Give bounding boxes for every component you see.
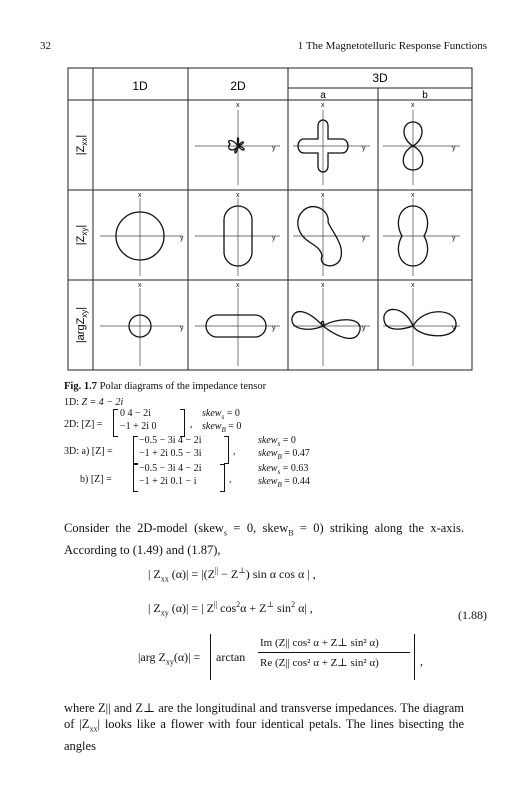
eq-2d-row2: −1 + 2i 0 (120, 421, 157, 432)
curve-3da-argzxy (292, 312, 360, 339)
svg-text:|Zxx|: $|Z_{xx}|$ (75, 134, 89, 156)
eq-3da-skewb: skew$_B$ = 0.47 (258, 448, 310, 461)
row-label-zxy (75, 225, 89, 245)
svg-text:|argZxy|: |argZ$_{xy}$| (75, 306, 89, 344)
equation-zxy: | $Z_{xy}$ (α)| = | Z|| $\cos^2\alpha + Z^\perp$ $\sin^2 \alpha|$ , (148, 600, 313, 618)
row-label-zxx (75, 135, 89, 155)
body-paragraph-1: Consider the 2D-model (skew$_s$ = 0, skew$_B$ = 0) striking along the x-axis. According to (1.49) and (1.87), (64, 521, 464, 557)
polar-diagram-figure (0, 0, 527, 380)
chapter-title: 1 The Magnetotelluric Response Functions (297, 40, 487, 52)
body-paragraph-2: where Z|| and Z⊥ are the longitudinal and transverse impedances. The diagram of $|Z_{xx}|$ looks like a flower with four identical petals. The lines bisecting the angles (64, 701, 464, 753)
svg-text:x: x (236, 102, 240, 109)
curve-3db-argzxy (384, 309, 456, 335)
equation-denominator: Re (Z|| cos² α + Z⊥ sin² α) (260, 657, 379, 669)
svg-text:y: y (180, 235, 184, 242)
svg-text:y: y (362, 145, 366, 152)
svg-text:x: x (321, 102, 325, 109)
svg-text:y: y (452, 235, 456, 242)
equation-number: (1.88) (458, 608, 487, 622)
curve-2d-zxx (229, 138, 244, 153)
figure-label: Fig. 1.7 (64, 381, 97, 392)
eq-2d-row1: 0 4 − 2i (120, 408, 151, 419)
col-header-2d: 2D (230, 79, 246, 93)
svg-text:y: y (362, 325, 366, 332)
svg-text:x: x (236, 192, 240, 199)
polar-curves (116, 120, 456, 338)
axis-labels (138, 102, 456, 332)
svg-text:y: y (452, 145, 456, 152)
eq-3da-row1: −0.5 − 3i 4 − 2i (139, 435, 202, 446)
svg-text:y: y (180, 325, 184, 332)
eq-2d-skews: skew$_s$ = 0 (202, 408, 240, 421)
col-header-3d: 3D (372, 71, 388, 85)
subcol-header-b: b (422, 90, 428, 101)
svg-text:x: x (321, 282, 325, 289)
svg-text:y: y (362, 235, 366, 242)
equation-zxx: | $Z_{xx}$ (α)| = |(Z|| − Z⊥) sin α cos α | , (148, 566, 316, 584)
svg-text:x: x (138, 282, 142, 289)
svg-text:y: y (272, 145, 276, 152)
svg-text:x: x (411, 282, 415, 289)
eq-3db-skewb: skew$_B$ = 0.44 (258, 476, 310, 489)
svg-text:x: x (321, 192, 325, 199)
svg-text:y: y (272, 235, 276, 242)
equation-numerator: Im (Z|| cos² α + Z⊥ sin² α) (260, 637, 379, 649)
eq-3db-row2: −1 + 2i 0.1 − i (139, 476, 197, 487)
equation-arctan: arctan (216, 650, 246, 664)
eq-2d-label: 2D: [Z] = (64, 419, 103, 430)
eq-2d-skewb: skew$_B$ = 0 (202, 421, 242, 434)
eq-3da-skews: skew$_s$ = 0 (258, 435, 296, 448)
svg-text:x: x (411, 102, 415, 109)
figure-caption-text: Polar diagrams of the impedance tensor (99, 381, 267, 392)
subcol-header-a: a (320, 90, 326, 101)
svg-text:y: y (272, 325, 276, 332)
col-header-1d: 1D (132, 79, 148, 93)
eq-3da-row2: −1 + 2i 0.5 − 3i (139, 448, 202, 459)
svg-text:x: x (236, 282, 240, 289)
svg-text:x: x (411, 192, 415, 199)
row-label-argzxy (75, 307, 89, 343)
svg-text:x: x (138, 192, 142, 199)
eq-3db-skews: skew$_s$ = 0.63 (258, 463, 309, 476)
svg-text:y: y (452, 325, 456, 332)
page-number: 32 (40, 40, 51, 52)
eq-1d: 1D: Z = 4 − 2i (64, 397, 124, 408)
eq-3da-label: 3D: a) [Z] = (64, 446, 113, 457)
eq-3db-row1: −0.5 − 3i 4 − 2i (139, 463, 202, 474)
svg-text:|Zxy|: $|Z_{xy}|$ (75, 224, 89, 246)
figure-caption (64, 381, 266, 392)
eq-3db-label: b) [Z] = (80, 474, 112, 485)
equation-argzxy-left: |arg $Z_{xy}(\alpha)|$ = (138, 650, 201, 667)
